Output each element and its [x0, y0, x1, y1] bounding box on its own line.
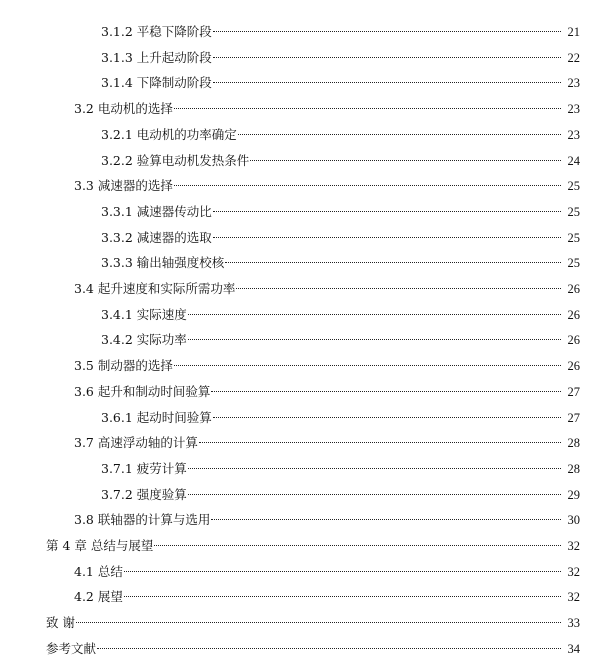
dot-leader [124, 571, 561, 572]
toc-entry-page-number: 24 [567, 153, 580, 168]
dot-leader [174, 365, 561, 366]
toc-entry-page-number: 23 [567, 127, 580, 142]
toc-entry[interactable] [0, 330, 610, 350]
toc-entry[interactable] [0, 562, 610, 582]
toc-entry-title: 3.3.3 输出轴强度校核 [101, 255, 225, 271]
toc-entry[interactable] [0, 382, 610, 402]
dot-leader [188, 468, 561, 469]
toc-entry[interactable] [0, 485, 610, 505]
dot-leader [76, 622, 561, 623]
toc-entry[interactable] [0, 125, 610, 145]
toc-entry[interactable] [0, 253, 610, 273]
toc-entry-title: 参考文献 [46, 640, 97, 656]
toc-entry[interactable] [0, 22, 610, 42]
toc-entry[interactable] [0, 48, 610, 68]
toc-entry-title: 3.2.2 验算电动机发热条件 [101, 152, 250, 168]
toc-entry-title: 3.3.1 减速器传动比 [101, 203, 212, 219]
dot-leader [238, 134, 561, 135]
toc-entry-title: 3.4 起升速度和实际所需功率 [74, 281, 236, 296]
toc-entry-title: 4.2 展望 [74, 589, 123, 605]
dot-leader [213, 211, 561, 212]
toc-entry-page-number: 29 [567, 487, 580, 502]
toc-entry-title: 3.7 高速浮动轴的计算 [74, 435, 198, 451]
toc-entry-title: 3.2 电动机的选择 [74, 101, 173, 117]
toc-entry-title: 3.1.2 平稳下降阶段 [101, 24, 212, 39]
toc-entry-page-number: 23 [567, 102, 580, 117]
dot-leader [124, 596, 561, 597]
toc-entry-page-number: 28 [567, 436, 580, 451]
toc-entry-page-number: 28 [567, 461, 580, 476]
toc-entry[interactable] [0, 279, 610, 299]
dot-leader [236, 288, 561, 289]
toc-entry-page-number: 27 [567, 384, 580, 399]
toc-entry-page-number: 34 [567, 641, 580, 656]
dot-leader [188, 339, 561, 340]
toc-entry-title: 致 谢 [46, 615, 75, 631]
dot-leader [188, 494, 561, 495]
toc-entry[interactable] [0, 151, 610, 171]
toc-entry-page-number: 30 [567, 513, 580, 528]
toc-entry-page-number: 25 [567, 204, 580, 219]
toc-entry-title: 3.6 起升和制动时间验算 [74, 383, 211, 399]
toc-entry-page-number: 25 [567, 230, 580, 245]
dot-leader [199, 442, 561, 443]
toc-entry[interactable] [0, 536, 610, 556]
toc-entry-title: 3.4.1 实际速度 [101, 306, 187, 322]
toc-entry-title: 3.5 制动器的选择 [74, 358, 173, 374]
toc-entry-page-number: 32 [567, 590, 580, 605]
toc-entry-page-number: 26 [567, 333, 580, 348]
toc-entry[interactable] [0, 510, 610, 530]
toc-entry[interactable] [0, 433, 610, 453]
toc-entry-page-number: 26 [567, 359, 580, 374]
toc-entry-title: 3.3.2 减速器的选取 [101, 229, 212, 245]
dot-leader [97, 648, 561, 649]
toc-entry[interactable] [0, 202, 610, 222]
toc-entry-title: 3.3 减速器的选择 [74, 178, 173, 194]
toc-entry[interactable] [0, 228, 610, 248]
dot-leader [174, 185, 561, 186]
toc-entry-page-number: 33 [567, 616, 580, 631]
toc-entry-title: 4.1 总结 [74, 563, 123, 579]
toc-entry-page-number: 21 [567, 25, 580, 39]
toc-entry-page-number: 23 [567, 76, 580, 91]
dot-leader [213, 31, 561, 32]
toc-entry[interactable] [0, 356, 610, 376]
toc-entry-page-number: 32 [567, 539, 580, 553]
dot-leader [211, 391, 561, 392]
dot-leader [213, 57, 561, 58]
dot-leader [250, 160, 561, 161]
toc-entry-page-number: 27 [567, 410, 580, 425]
toc-entry[interactable] [0, 639, 610, 659]
toc-entry-title: 3.8 联轴器的计算与选用 [74, 512, 211, 528]
toc-entry[interactable] [0, 459, 610, 479]
toc-entry-page-number: 22 [567, 50, 580, 65]
toc-entry-title: 3.2.1 电动机的功率确定 [101, 126, 237, 142]
dot-leader [211, 519, 561, 520]
dot-leader [213, 237, 561, 238]
toc-entry[interactable] [0, 73, 610, 93]
toc-entry-title: 第 4 章 总结与展望 [46, 538, 154, 553]
toc-entry[interactable] [0, 613, 610, 633]
dot-leader [225, 262, 561, 263]
dot-leader [154, 545, 561, 546]
toc-entry-title: 3.1.4 下降制动阶段 [101, 75, 212, 91]
toc-entry[interactable] [0, 99, 610, 119]
toc-entry-page-number: 32 [567, 564, 580, 579]
toc-entry-page-number: 26 [567, 282, 580, 296]
toc-entry[interactable] [0, 587, 610, 607]
toc-entry[interactable] [0, 408, 610, 428]
toc-entry-page-number: 25 [567, 179, 580, 194]
toc-entry-page-number: 26 [567, 307, 580, 322]
dot-leader [213, 82, 561, 83]
dot-leader [213, 417, 561, 418]
toc-entry-title: 3.6.1 起动时间验算 [101, 409, 212, 425]
toc-entry[interactable] [0, 305, 610, 325]
toc-entry-page-number: 25 [567, 256, 580, 271]
dot-leader [174, 108, 561, 109]
toc-entry[interactable] [0, 176, 610, 196]
dot-leader [188, 314, 561, 315]
toc-entry-title: 3.1.3 上升起动阶段 [101, 49, 212, 65]
toc-entry-title: 3.7.1 疲劳计算 [101, 460, 187, 476]
toc-entry-title: 3.4.2 实际功率 [101, 332, 187, 348]
toc-entry-title: 3.7.2 强度验算 [101, 486, 187, 502]
